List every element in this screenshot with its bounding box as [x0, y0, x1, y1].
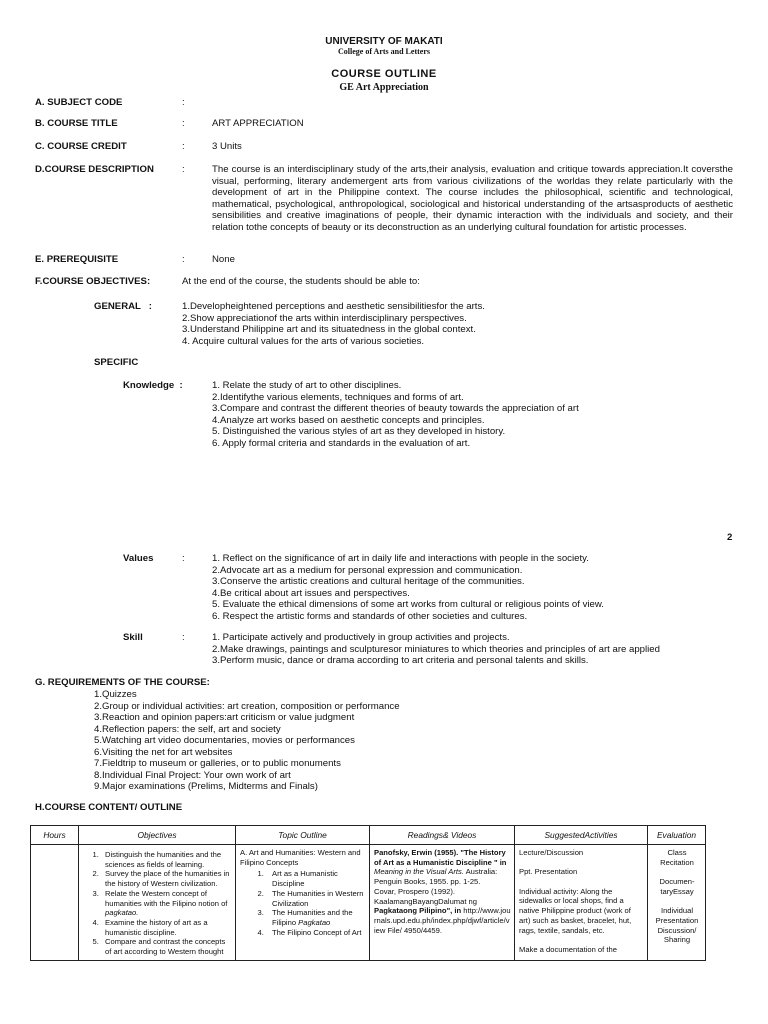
knowledge-item: 5. Distinguished the various styles of art as they developed in history. [212, 426, 506, 437]
values-item: 3.Conserve the artistic creations and cultural heritage of the communities. [212, 576, 525, 587]
activity-item: Individual activity: Along the sidewalks or local shops, find a native Philippine product (work of art) such as basket, bracelet, hut, rags, textile, sandals, etc. [519, 886, 632, 935]
objective-item: 5. Compare and contrast the concepts of art according to Western thought [101, 937, 232, 956]
skill-item: 3.Perform music, dance or drama according to art criteria and personal talents and skills. [212, 655, 589, 666]
values-item: 2.Advocate art as a medium for personal expression and communication. [212, 564, 523, 576]
course-title-value: ART APPRECIATION [212, 118, 304, 129]
document-title: COURSE OUTLINE [331, 68, 437, 80]
topic-text: The Humanities and the Filipino [272, 908, 353, 927]
topic-heading: A. Art and Humanities: Western and Filipino Concepts [240, 848, 361, 867]
knowledge-label: Knowledge : [123, 380, 183, 391]
skill-colon: : [182, 632, 185, 643]
objective-text: Relate the Western concept of humanities with the Filipino notion of [105, 888, 228, 908]
general-item: 4. Acquire cultural values for the arts of various societies. [182, 335, 425, 347]
column-header-readings: Readings& Videos [370, 826, 515, 845]
course-credit-value: 3 Units [212, 141, 242, 152]
knowledge-item: 6. Apply formal criteria and standards in the evaluation of art. [212, 437, 471, 449]
university-name: UNIVERSITY OF MAKATI [325, 36, 443, 47]
general-label: GENERAL : [94, 301, 152, 312]
activity-item: Ppt. Presentation [519, 867, 578, 877]
college-name: College of Arts and Letters [338, 47, 430, 56]
values-item: 4.Be critical about art issues and perspectives. [212, 587, 410, 599]
objectives-cell [79, 845, 236, 961]
subject-code-label: A. SUBJECT CODE [35, 97, 123, 108]
requirement-item: 2.Group or individual activities: art creation, composition or performance [94, 700, 400, 712]
course-objectives-intro: At the end of the course, the students should be able to: [182, 276, 420, 287]
evaluation-item: Class Recitation [660, 848, 694, 867]
column-header-objectives: Objectives [79, 826, 236, 845]
specific-label: SPECIFIC [94, 357, 139, 368]
document-subtitle: GE Art Appreciation [339, 82, 429, 93]
topic-item: 2. The Humanities in Western Civilization [266, 889, 366, 908]
reading-author: Covar, Prospero (1992). KaalamangBayangDalumat ng [374, 886, 478, 906]
course-description-label: D.COURSE DESCRIPTION [35, 164, 154, 175]
activity-item: Lecture/Discussion [519, 848, 584, 857]
general-item: 2.Show appreciationof the arts within interdisciplinary perspectives. [182, 312, 467, 324]
requirement-item: 6.Visiting the net for art websites [94, 746, 233, 758]
table-row [31, 845, 706, 961]
reading-publisher: Australia: Penguin Books, 1955. pp. 1-25. [374, 867, 498, 887]
course-credit-colon: : [182, 141, 185, 152]
reading-title-bold: Panofsky, Erwin (1955). "The History of Art as a Humanistic Discipline " in [374, 848, 507, 867]
course-credit-label: C. COURSE CREDIT [35, 141, 127, 152]
reading-url: http://www.journals.upd.edu.ph/index.php/djwf/article/view File/ 4950/4459. [374, 906, 511, 935]
reading-citation [374, 848, 511, 887]
table-header-row [31, 826, 706, 845]
values-item: 6. Respect the artistic forms and standards of other societies and cultures. [212, 610, 528, 622]
requirement-item: 5.Watching art video documentaries, movies or performances [94, 735, 355, 746]
reading-citation [374, 887, 511, 936]
knowledge-item: 3.Compare and contrast the different theories of beauty towards the appreciation of art [212, 403, 579, 414]
general-item: 1.Developheightened perceptions and aesthetic sensibilitiesfor the arts. [182, 301, 485, 312]
objective-italic-term: pagkatao. [105, 908, 139, 918]
general-item: 3.Understand Philippine art and its situatedness in the global context. [182, 324, 476, 335]
requirement-item: 9.Major examinations (Prelims, Midterms and Finals) [94, 781, 318, 792]
column-header-activities: SuggestedActivities [515, 826, 648, 845]
topic-outline-cell [236, 845, 370, 961]
course-content-table [30, 825, 706, 961]
values-item: 1. Reflect on the significance of art in daily life and interactions with people in the society. [212, 553, 589, 564]
requirement-item: 1.Quizzes [94, 689, 137, 700]
course-content-label: H.COURSE CONTENT/ OUTLINE [35, 802, 183, 813]
knowledge-item: 4.Analyze art works based on aesthetic concepts and principles. [212, 414, 485, 426]
course-description-colon: : [182, 164, 185, 175]
topic-item: 1. Art as a Humanistic Discipline [266, 869, 366, 888]
course-title-label: B. COURSE TITLE [35, 118, 118, 129]
reading-book-title: Meaning in the Visual Arts. [374, 867, 464, 877]
skill-item: 1. Participate actively and productively in group activities and projects. [212, 632, 510, 643]
prerequisite-colon: : [182, 254, 185, 265]
activity-item: Make a documentation of the [519, 944, 617, 954]
requirement-item: 8.Individual Final Project: Your own work of art [94, 769, 291, 781]
objective-item: 4. Examine the history of art as a humanistic discipline. [101, 918, 232, 937]
knowledge-item: 2.Identifythe various elements, techniques and forms of art. [212, 391, 464, 403]
values-item: 5. Evaluate the ethical dimensions of some art works from cultural or religious points of view. [212, 599, 604, 610]
column-header-evaluation: Evaluation [648, 826, 706, 845]
column-header-hours: Hours [31, 826, 79, 845]
page-number: 2 [727, 532, 733, 543]
evaluation-item: Individual Presentation Discussion/ Sharing [655, 906, 699, 945]
topic-item: 4. The Filipino Concept of Art [266, 928, 366, 938]
values-label: Values [123, 553, 154, 564]
topic-italic-term: Pagkatao [298, 917, 331, 927]
objective-item: 2. Survey the place of the humanities in the history of Western civilization. [101, 869, 232, 888]
evaluation-cell [648, 845, 706, 961]
requirement-item: 4.Reflection papers: the self, art and society [94, 723, 281, 735]
topic-item [266, 908, 366, 927]
course-title-colon: : [182, 118, 185, 129]
hours-cell [31, 845, 79, 961]
skill-label: Skill [123, 632, 143, 643]
knowledge-item: 1. Relate the study of art to other disciplines. [212, 380, 402, 391]
requirement-item: 7.Fieldtrip to museum or galleries, or to public monuments [94, 758, 341, 769]
values-colon: : [182, 553, 185, 564]
objective-item [101, 889, 232, 918]
readings-cell [370, 845, 515, 961]
subject-code-colon: : [182, 97, 185, 108]
objective-item: 1. Distinguish the humanities and the sciences as fields of learning. [101, 850, 232, 869]
prerequisite-label: E. PREREQUISITE [35, 254, 119, 265]
course-description-text: The course is an interdisciplinary study of the arts,their analysis, evaluation and critique towards appreciation.It coversthe visual, performing, literary andemergent arts from various civilizations of the worldas they relate particularly with the development of art in the Philippine context. The course includes the philosophical, scientific and technological, mathematical, psychological, anthropological, sociological and historical understanding of the artsasproducts of aesthetic sensibilities and creative imaginations of people, their dynamic interaction with the individuals and society, and their relation tothe concepts of beauty or its deconstruction as an underlying cultural foundation for artistic processes. [212, 164, 733, 233]
reading-title-bold: Pagkataong Pilipino", in [374, 906, 462, 916]
evaluation-item: Documen-taryEssay [659, 877, 695, 896]
requirement-item: 3.Reaction and opinion papers:art criticism or value judgment [94, 712, 355, 723]
requirements-label: G. REQUIREMENTS OF THE COURSE: [35, 677, 210, 688]
column-header-topic-outline: Topic Outline [236, 826, 370, 845]
activities-cell [515, 845, 648, 961]
skill-item: 2.Make drawings, paintings and sculpturesor miniatures to which theories and principles of art are applied [212, 643, 660, 655]
course-objectives-label: F.COURSE OBJECTIVES: [35, 276, 151, 287]
prerequisite-value: None [212, 254, 235, 265]
